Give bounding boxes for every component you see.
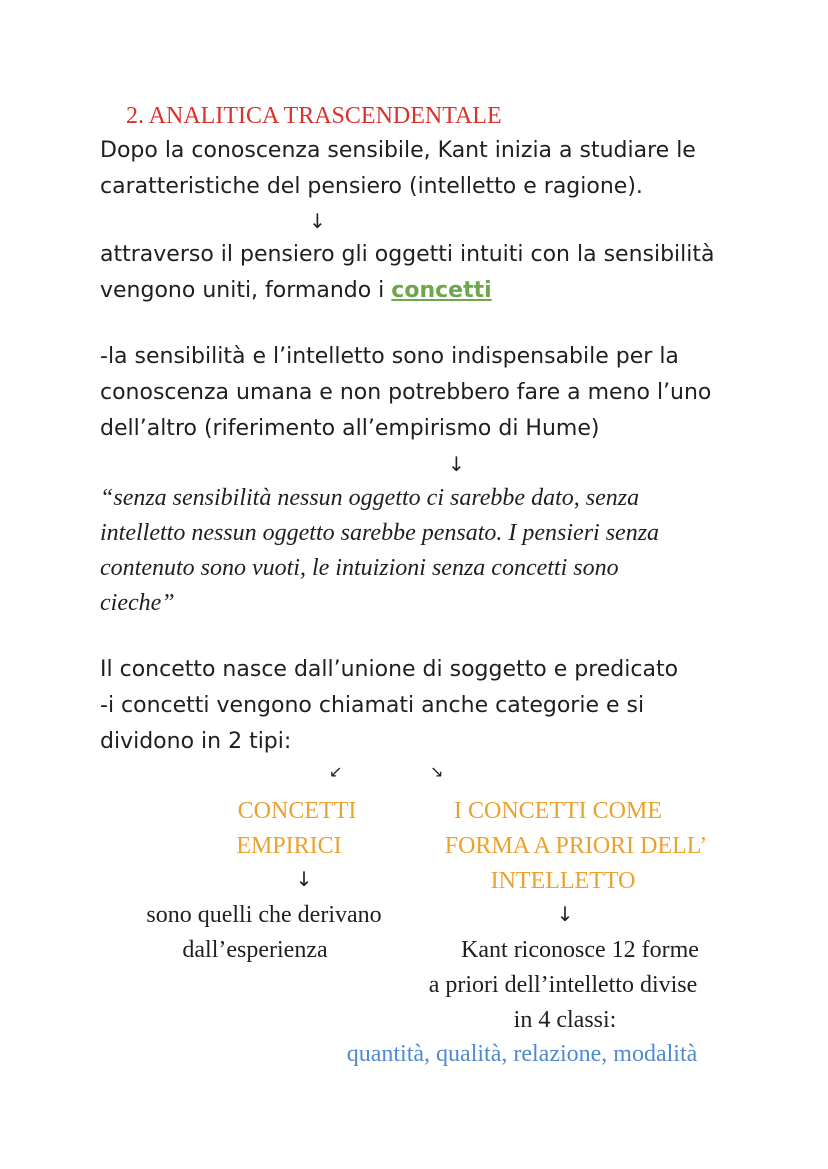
- down-arrow-icon: ↓: [309, 209, 326, 233]
- left-branch-desc-1: sono quelli che derivano: [146, 902, 382, 928]
- intro-line-1: Dopo la conoscenza sensibile, Kant inizia a studiare le: [100, 138, 696, 163]
- concetti-highlight: concetti: [391, 278, 492, 303]
- left-branch-desc-2: dall’esperienza: [182, 937, 328, 963]
- down-right-arrow-icon: ↘: [430, 762, 444, 781]
- down-arrow-icon: ↓: [295, 867, 313, 891]
- left-branch-title-2: EMPIRICI: [236, 833, 342, 859]
- quote-line-3: contenuto sono vuoti, le intuizioni senza concetti sono: [100, 555, 619, 581]
- point1-line-3: dell’altro (riferimento all’empirismo di Hume): [100, 416, 600, 441]
- concepts-line-1: Il concetto nasce dall’unione di soggetto e predicato: [100, 657, 679, 682]
- point1-line-1: -la sensibilità e l’intelletto sono indispensabile per la: [100, 344, 679, 369]
- right-branch-title-3: INTELLETTO: [490, 868, 636, 894]
- right-branch-title-1: I CONCETTI COME: [454, 798, 662, 824]
- concepts-line-3: dividono in 2 tipi:: [100, 729, 292, 754]
- concepts-line-2: -i concetti vengono chiamati anche categorie e si: [100, 693, 645, 718]
- quote-line-4: cieche”: [100, 590, 175, 616]
- quote-line-1: “senza sensibilità nessun oggetto ci sarebbe dato, senza: [100, 485, 640, 511]
- intro-line-4: [100, 280, 492, 302]
- right-branch-desc-3: in 4 classi:: [513, 1007, 617, 1033]
- left-branch-title-1: CONCETTI: [237, 798, 357, 824]
- intro-line-3: attraverso il pensiero gli oggetti intuiti con la sensibilità: [100, 242, 715, 267]
- categories-classes: quantità, qualità, relazione, modalità: [346, 1041, 698, 1067]
- right-branch-title-2: FORMA A PRIORI DELL’: [444, 833, 708, 859]
- quote-line-2: intelletto nessun oggetto sarebbe pensato. I pensieri senza: [100, 520, 660, 546]
- down-left-arrow-icon: ↙: [329, 762, 343, 781]
- right-branch-desc-2: a priori dell’intelletto divise: [428, 972, 698, 998]
- intro-line-4-prefix: vengono uniti, formando i: [100, 278, 392, 303]
- section-heading: 2. ANALITICA TRASCENDENTALE: [126, 103, 502, 129]
- right-branch-desc-1: Kant riconosce 12 forme: [461, 937, 699, 963]
- point1-line-2: conoscenza umana e non potrebbero fare a meno l’uno: [100, 380, 712, 405]
- down-arrow-icon: ↓: [556, 902, 574, 926]
- intro-line-2: caratteristiche del pensiero (intelletto e ragione).: [100, 174, 643, 199]
- down-arrow-icon: ↓: [448, 452, 465, 476]
